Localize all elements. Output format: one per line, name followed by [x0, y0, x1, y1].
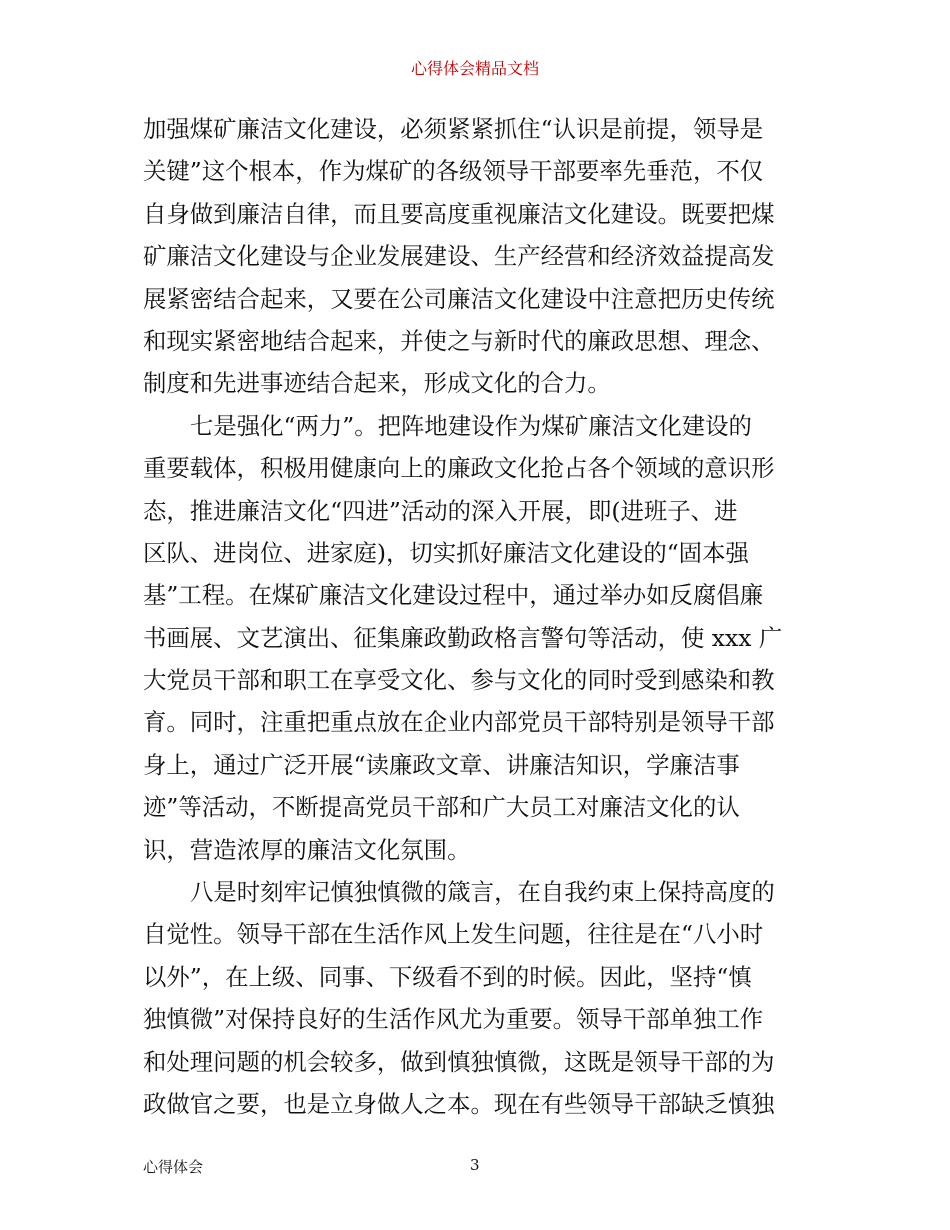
text-line: 身上，通过广泛开展“读廉政文章、讲廉洁知识，学廉洁事: [143, 750, 740, 779]
text-line: 书画展、文艺演出、征集廉政勤政格言警句等活动，使 xxx 广: [143, 623, 783, 652]
footer-label: 心得体会: [143, 1158, 204, 1176]
paragraph-1: [143, 108, 811, 405]
text-line: 基”工程。在煤矿廉洁文化建设过程中，通过举办如反腐倡廉: [143, 581, 764, 610]
text-line: 和处理问题的机会较多，做到慎独慎微，这既是领导干部的为: [143, 1047, 775, 1076]
text-line: 育。同时，注重把重点放在企业内部党员干部特别是领导干部: [143, 708, 775, 737]
paragraph-2: [143, 405, 811, 871]
text-line: 自身做到廉洁自律，而且要高度重视廉洁文化建设。既要把煤: [143, 199, 775, 228]
text-line: 和现实紧密地结合起来，并使之与新时代的廉政思想、理念、: [143, 326, 775, 355]
text-line: 独慎微”对保持良好的生活作风尤为重要。领导干部单独工作: [143, 1005, 764, 1034]
text-line: 关键”这个根本，作为煤矿的各级领导干部要率先垂范，不仅: [143, 157, 764, 186]
text-line: 加强煤矿廉洁文化建设，必须紧紧抓住“认识是前提，领导是: [143, 115, 764, 143]
document-header: 心得体会精品文档: [410, 59, 539, 78]
text-line: 以外”，在上级、同事、下级看不到的时候。因此，坚持“慎: [143, 962, 752, 991]
text-line: 制度和先进事迹结合起来，形成文化的合力。: [143, 369, 611, 398]
text-line: 态，推进廉洁文化“四进”活动的深入开展，即(进班子、进: [143, 496, 738, 525]
text-line: 大党员干部和职工在享受文化、参与文化的同时受到感染和教: [143, 666, 775, 695]
text-line: 自觉性。领导干部在生活作风上发生问题，往往是在“八小时: [143, 920, 764, 949]
text-line: 八是时刻牢记慎独慎微的箴言，在自我约束上保持高度的: [190, 878, 775, 907]
text-line: 政做官之要，也是立身做人之本。现在有些领导干部缺乏慎独: [143, 1089, 775, 1118]
text-line: 展紧密结合起来，又要在公司廉洁文化建设中注意把历史传统: [143, 284, 775, 313]
document-body: [143, 108, 811, 1125]
text-line: 区队、进岗位、进家庭)，切实抓好廉洁文化建设的“固本强: [143, 538, 749, 567]
text-line: 识，营造浓厚的廉洁文化氛围。: [143, 835, 471, 864]
text-line: 七是强化“两力”。把阵地建设作为煤矿廉洁文化建设的: [190, 411, 752, 440]
text-line: 迹”等活动，不断提高党员干部和广大员工对廉洁文化的认: [143, 793, 740, 822]
paragraph-3: [143, 871, 811, 1125]
text-line: 重要载体，积极用健康向上的廉政文化抢占各个领域的意识形: [143, 454, 775, 483]
text-line: 矿廉洁文化建设与企业发展建设、生产经营和经济效益提高发: [143, 242, 775, 271]
page-number: 3: [470, 1156, 480, 1174]
